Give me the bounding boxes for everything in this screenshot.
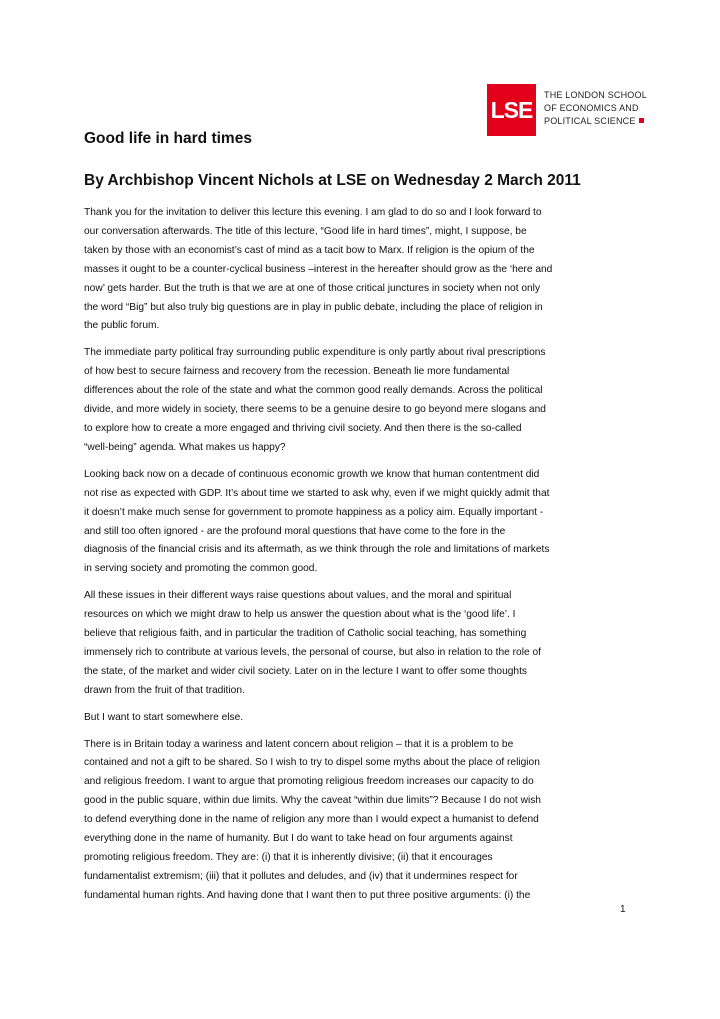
body-paragraph [84, 466, 639, 579]
paragraph-line: “well-being” agenda. What makes us happy? [84, 441, 286, 453]
paragraph-line: taken by those with an economist’s cast of mind as a tacit bow to Marx. If religion is the opium of the [84, 244, 535, 256]
logo-red-square-icon [639, 118, 644, 123]
paragraph-line: to defend everything done in the name of religion any more than I would expect a humanist to defend [84, 814, 539, 826]
paragraph-line: now’ gets harder. But the truth is that we are at one of those critical junctures in society when not only [84, 282, 541, 294]
body-paragraph [84, 709, 639, 728]
body-paragraph [84, 344, 639, 457]
lse-logo-wordmark [544, 89, 647, 128]
paragraph-line: of how best to secure fairness and recovery from the recession. Beneath lie more fundamental [84, 366, 510, 378]
paragraph-line: Thank you for the invitation to deliver this lecture this evening. I am glad to do so and I look forward to [84, 207, 542, 218]
page-number: 1 [620, 904, 626, 915]
paragraph-line: promoting religious freedom. They are: (i) that it is inherently divisive; (ii) that it encourages [84, 852, 493, 863]
body-paragraph [84, 204, 639, 336]
document-body [84, 204, 639, 914]
paragraph-line: The immediate party political fray surrounding public expenditure is only partly about rival prescriptions [84, 347, 546, 359]
body-paragraph [84, 736, 639, 906]
paragraph-line: the state, of the market and wider civil society. Later on in the lecture I want to offer some thoughts [84, 665, 528, 677]
paragraph-line: masses it ought to be a counter-cyclical business –interest in the hereafter should grow as the ‘here and [84, 263, 553, 275]
logo-line-3: POLITICAL SCIENCE [544, 115, 639, 128]
paragraph-line: resources on which we might draw to help us answer the question about what is the ‘good life’. I [84, 609, 516, 621]
document-subtitle: By Archbishop Vincent Nichols at LSE on Wednesday 2 March 2011 [84, 172, 581, 189]
paragraph-line: believe that religious faith, and in particular the tradition of Catholic social teaching, has something [84, 628, 527, 640]
paragraph-line: Looking back now on a decade of continuous economic growth we know that human contentment did [84, 468, 540, 480]
paragraph-line: fundamental human rights. And having done that I want then to put three positive arguments: (i) the [84, 889, 531, 901]
lse-logo [487, 84, 647, 136]
lse-logo-mark: LSE [487, 84, 536, 136]
paragraph-line: it doesn’t make much sense for government to promote happiness as a policy aim. Equally important - [84, 506, 544, 518]
paragraph-line: our conversation afterwards. The title of this lecture, “Good life in hard times”, might, I suppose, be [84, 225, 527, 237]
paragraph-line: drawn from the fruit of that tradition. [84, 684, 245, 696]
paragraph-line: contained and not a gift to be shared. So I wish to try to dispel some myths about the place of religion [84, 757, 540, 769]
paragraph-line: differences about the role of the state and what the common good really demands. Across the political [84, 385, 543, 397]
logo-line-1: THE LONDON SCHOOL [544, 90, 647, 100]
paragraph-line: the word “Big” but also truly big questions are in play in public debate, including the place of religion in [84, 301, 543, 313]
body-paragraph [84, 587, 639, 700]
paragraph-line: to explore how to create a more engaged and thriving civil society. And then there is the so-called [84, 422, 522, 434]
paragraph-line: everything done in the name of humanity. But I do want to take head on four arguments against [84, 833, 513, 845]
paragraph-line: diagnosis of the financial crisis and its aftermath, as we think through the role and limitations of markets [84, 544, 550, 556]
paragraph-line: immensely rich to contribute at various levels, the personal of course, but also in relation to the role of [84, 646, 541, 658]
paragraph-line: But I want to start somewhere else. [84, 711, 244, 723]
paragraph-line: in serving society and promoting the common good. [84, 563, 318, 575]
document-title: Good life in hard times [84, 130, 252, 147]
logo-line-2: OF ECONOMICS AND [544, 103, 639, 113]
paragraph-line: All these issues in their different ways raise questions about values, and the moral and spiritual [84, 590, 512, 602]
paragraph-line: divide, and more widely in society, there seems to be a genuine desire to go beyond mere slogans and [84, 404, 546, 416]
paragraph-line: fundamentalist extremism; (iii) that it pollutes and deludes, and (iv) that it undermines respect for [84, 870, 518, 882]
paragraph-line: and religious freedom. I want to argue that promoting religious freedom increases our capacity to do [84, 776, 534, 788]
paragraph-line: the public forum. [84, 320, 160, 332]
paragraph-line: not rise as expected with GDP. It’s about time we started to ask why, even if we might quickly admit that [84, 487, 550, 499]
paragraph-line: There is in Britain today a wariness and latent concern about religion – that it is a problem to be [84, 738, 514, 750]
paragraph-line: good in the public square, within due limits. Why the caveat “within due limits”? Because I do not wish [84, 795, 541, 807]
paragraph-line: and still too often ignored - are the profound moral questions that have come to the fore in the [84, 525, 506, 537]
